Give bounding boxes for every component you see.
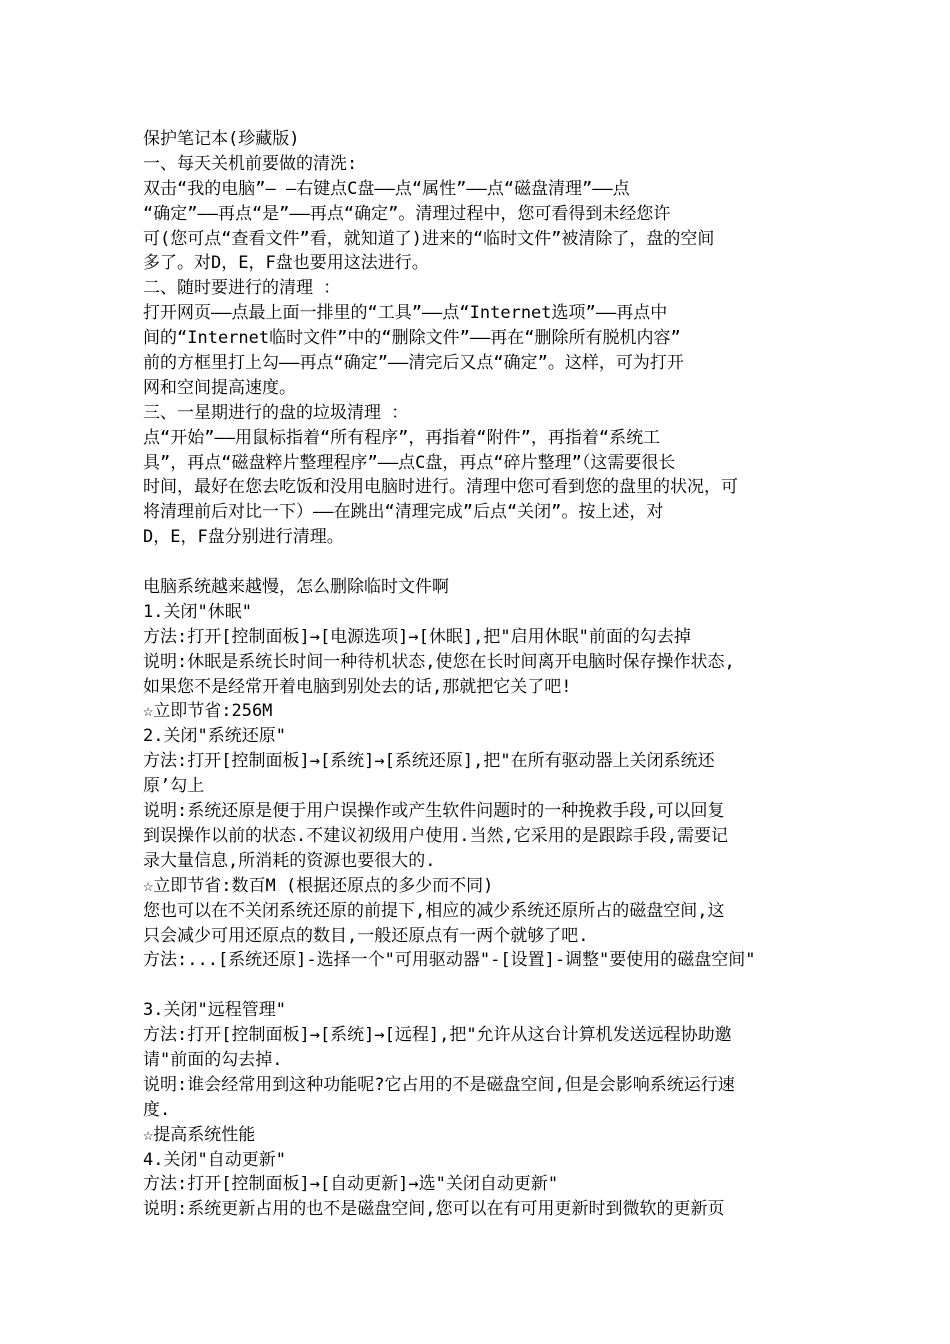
text-line: D，E，F盘分别进行清理。 <box>143 527 344 548</box>
text-line: 3.关闭"远程管理" <box>143 1000 286 1021</box>
text-line: 将清理前后对比一下）——在跳出“清理完成”后点“关闭”。按上述，对 <box>143 502 664 523</box>
text-line: 4.关闭"自动更新" <box>143 1149 286 1170</box>
text-line: 2.关闭"系统还原" <box>143 726 286 747</box>
text-line: 说明:系统还原是便于用户误操作或产生软件问题时的一种挽救手段,可以回复 <box>143 801 725 822</box>
text-line: 原’勾上 <box>143 776 205 797</box>
document-body <box>143 127 815 1222</box>
text-line: 说明:休眠是系统长时间一种待机状态,使您在长时间离开电脑时保存操作状态, <box>143 651 735 672</box>
text-line: 方法:打开[控制面板]→[系统]→[系统还原],把"在所有驱动器上关闭系统还 <box>143 751 715 772</box>
text-line: 度. <box>143 1099 171 1120</box>
text-line: ☆立即节省:数百M (根据还原点的多少而不同) <box>143 875 494 896</box>
text-line: 只会减少可用还原点的数目,一般还原点有一两个就够了吧. <box>143 925 589 946</box>
text-line: 一、每天关机前要做的清洗: <box>143 153 358 174</box>
blank-line <box>143 973 815 998</box>
text-line: 录大量信息,所消耗的资源也要很大的. <box>143 850 436 871</box>
text-line: 方法:...[系统还原]-选择一个"可用驱动器"-[设置]-调整"要使用的磁盘空间" <box>143 950 756 971</box>
text-line: 具”，再点“磁盘粹片整理程序”——点C盘，再点“碎片整理”（这需要很长 <box>143 452 676 473</box>
text-line: 请"前面的勾去掉. <box>143 1049 283 1070</box>
text-line: 电脑系统越来越慢，怎么删除临时文件啊 <box>143 577 449 598</box>
text-line: 间的“Internet临时文件”中的“删除文件”——再在“删除所有脱机内容” <box>143 328 681 349</box>
text-line: 三、一星期进行的盘的垃圾清理 ： <box>143 402 409 423</box>
blank-line <box>143 550 815 575</box>
text-line: 1.关闭"休眠" <box>143 601 252 622</box>
text-line: 说明:系统更新占用的也不是磁盘空间,您可以在有可用更新时到微软的更新页 <box>143 1199 725 1220</box>
text-line: 多了。对D，E，F盘也要用这法进行。 <box>143 253 429 274</box>
text-line: 保护笔记本(珍藏版) <box>143 129 300 149</box>
text-line: 说明:谁会经常用到这种功能呢?它占用的不是磁盘空间,但是会影响系统运行速 <box>143 1074 735 1095</box>
text-line: 方法:打开[控制面板]→[自动更新]→选"关闭自动更新" <box>143 1174 559 1195</box>
text-line: “确定”——再点“是”——再点“确定”。清理过程中，您可看得到未经您许 <box>143 203 671 224</box>
text-line: ☆立即节省:256M <box>143 701 273 722</box>
text-line: ☆提高系统性能 <box>143 1124 256 1145</box>
text-line: 如果您不是经常开着电脑到别处去的话,那就把它关了吧! <box>143 676 572 697</box>
text-line: 方法:打开[控制面板]→[电源选项]→[休眠],把"启用休眠"前面的勾去掉 <box>143 626 691 647</box>
text-line: 方法:打开[控制面板]→[系统]→[远程],把"允许从这台计算机发送远程协助邀 <box>143 1025 732 1046</box>
text-line: 双击“我的电脑”— —右键点C盘——点“属性”——点“磁盘清理”——点 <box>143 178 630 199</box>
text-line: 点“开始”——用鼠标指着“所有程序”，再指着“附件”，再指着“系统工 <box>143 427 661 448</box>
text-line: 到误操作以前的状态.不建议初级用户使用.当然,它采用的是跟踪手段,需要记 <box>143 825 728 846</box>
text-line: 二、随时要进行的清理 ： <box>143 278 341 299</box>
text-line: 可(您可点“查看文件”看，就知道了)进来的“临时文件”被清除了，盘的空间 <box>143 228 715 249</box>
text-line: 前的方框里打上勾——再点“确定”——清完后又点“确定”。这样，可为打开 <box>143 353 684 374</box>
text-line: 网和空间提高速度。 <box>143 377 296 398</box>
text-line: 打开网页——点最上面一排里的“工具”——点“Internet选项”——再点中 <box>143 303 668 324</box>
text-line: 时间，最好在您去吃饭和没用电脑时进行。清理中您可看到您的盘里的状况，可 <box>143 477 738 498</box>
text-line: 您也可以在不关闭系统还原的前提下,相应的减少系统还原所占的磁盘空间,这 <box>143 900 725 921</box>
